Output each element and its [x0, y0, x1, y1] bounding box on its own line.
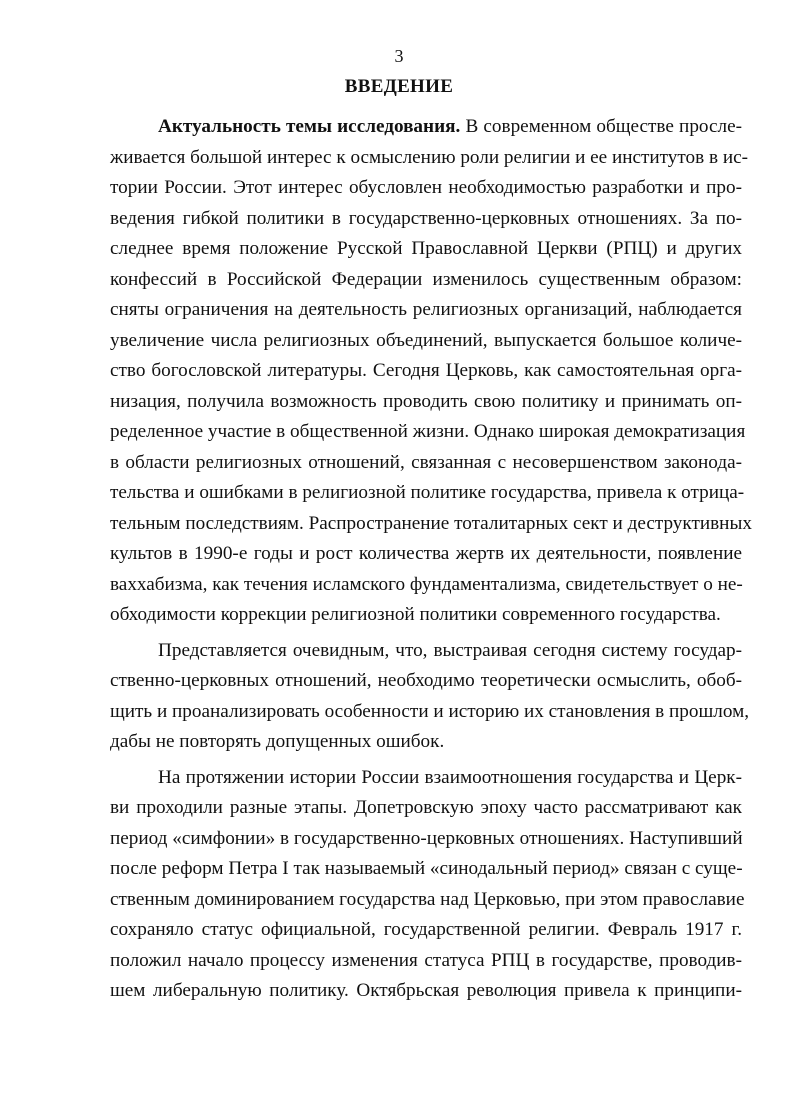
paragraph-approach: [110, 636, 750, 758]
paragraph-line: период «симфонии» в государственно-церковных отношениях. Наступивший: [110, 827, 743, 849]
paragraph-line: ределенное участие в общественной жизни. Однако широкая демократизация: [110, 421, 746, 442]
paragraph-line: живается большой интерес к осмыслению роли религии и ее институтов в ис-: [110, 146, 749, 168]
paragraph-line: увеличение числа религиозных объединений, выпускается большое количе-: [110, 329, 742, 351]
paragraph-line: сохраняло статус официальной, государственной религии. Февраль 1917 г.: [110, 919, 742, 940]
lead-phrase: Актуальность темы исследования.: [158, 116, 461, 137]
paragraph-line: ство богословской литературы. Сегодня Церковь, как самостоятельная орга-: [110, 360, 742, 381]
paragraph-line: конфессий в Российской Федерации изменилось существенным образом:: [110, 268, 742, 290]
paragraph-line: Представляется очевидным, что, выстраивая сегодня систему государ-: [158, 639, 742, 661]
paragraph-line: шем либеральную политику. Октябрьская революция привела к принципи-: [110, 980, 742, 1001]
paragraph-line: тельным последствиям. Распространение тоталитарных сект и деструктивных: [110, 512, 752, 534]
paragraph-line: На протяжении истории России взаимоотношения государства и Церк-: [158, 766, 742, 788]
paragraph-history: [110, 763, 745, 1007]
paragraph-relevance: [110, 112, 752, 631]
paragraph-line: ведения гибкой политики в государственно-церковных отношениях. За по-: [110, 207, 742, 229]
line-text: В современном обществе просле-: [460, 116, 742, 137]
page-number: 3: [394, 46, 404, 66]
paragraph-line: сняты ограничения на деятельность религиозных организаций, наблюдается: [110, 299, 742, 320]
paragraph-line: щить и проанализировать особенности и историю их становления в прошлом,: [110, 700, 750, 722]
paragraph-line: положил начало процессу изменения статуса РПЦ в государстве, проводив-: [110, 949, 742, 971]
paragraph-line: ваххабизма, как течения исламского фундаментализма, свидетельствует о не-: [110, 573, 743, 595]
paragraph-line: дабы не повторять допущенных ошибок.: [110, 731, 445, 752]
paragraph-line: ственным доминированием государства над Церковью, при этом православие: [110, 888, 745, 910]
paragraph-line: тельства и ошибками в религиозной политике государства, привела к отрица-: [110, 482, 745, 503]
paragraph-line: после реформ Петра I так называемый «синодальный период» связан с суще-: [110, 858, 743, 879]
paragraph-line: ви проходили разные этапы. Допетровскую эпоху часто рассматривают как: [110, 797, 742, 818]
paragraph-line: ственно-церковных отношений, необходимо теоретически осмыслить, обоб-: [110, 670, 742, 691]
paragraph-line: тории России. Этот интерес обусловлен необходимостью разработки и про-: [110, 177, 742, 198]
paragraph-line: культов в 1990-е годы и рост количества жертв их деятельности, появление: [110, 543, 742, 564]
section-heading: ВВЕДЕНИЕ: [344, 76, 454, 97]
paragraph-line: низация, получила возможность проводить свою политику и принимать оп-: [110, 390, 742, 412]
paragraph-line: в области религиозных отношений, связанная с несовершенством законода-: [110, 451, 742, 473]
document-body: [110, 112, 752, 1007]
paragraph-line: следнее время положение Русской Православной Церкви (РПЦ) и других: [110, 238, 742, 259]
paragraph-line: обходимости коррекции религиозной политики современного государства.: [110, 604, 721, 625]
paragraph-line: [110, 112, 742, 143]
